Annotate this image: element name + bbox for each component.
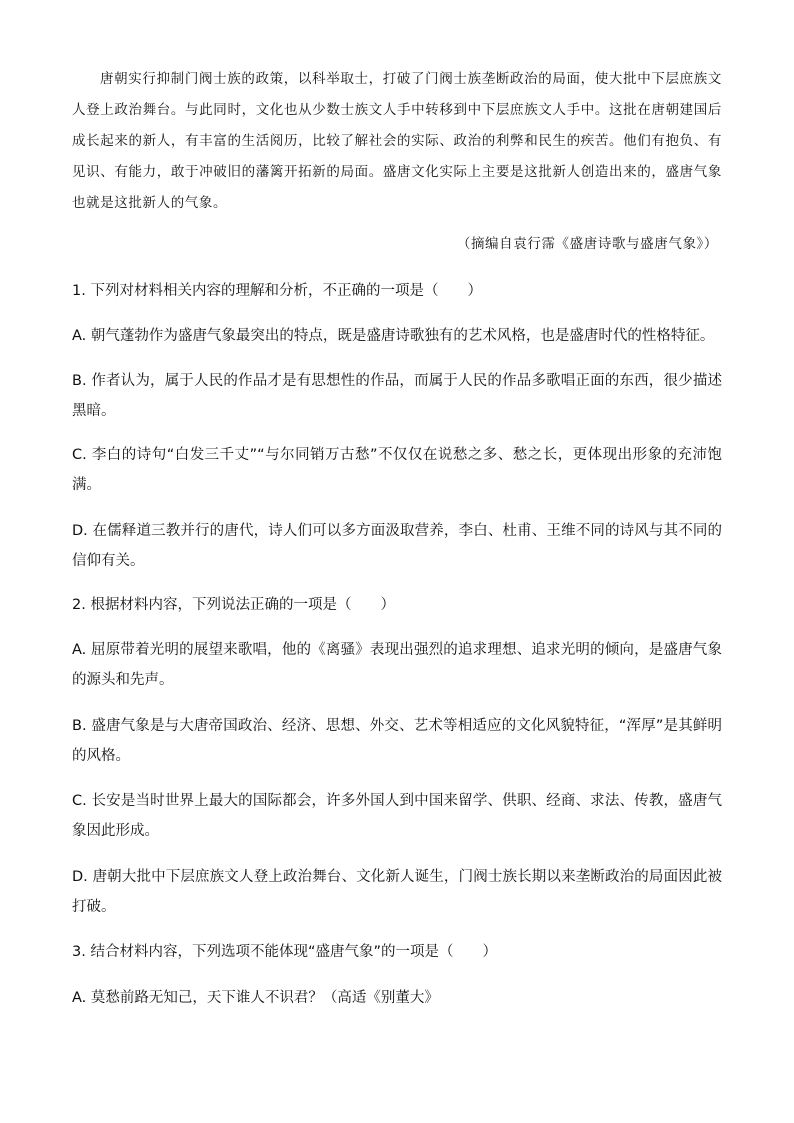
question-2-option-b: B. 盛唐气象是与大唐帝国政治、经济、思想、外交、艺术等相适应的文化风貌特征，“浑厚”是其鲜明的风格。 [72, 718, 722, 764]
question-1-option-b: B. 作者认为，属于人民的作品才是有思想性的作品，而属于人民的作品多歌唱正面的东西，很少描述黑暗。 [72, 373, 722, 419]
question-2-stem: 2. 根据材料内容，下列说法正确的一项是（ ） [72, 597, 395, 613]
passage-source-citation: （摘编自袁行霈《盛唐诗歌与盛唐气象》） [456, 236, 718, 252]
question-1-option-d: D. 在儒释道三教并行的唐代，诗人们可以多方面汲取营养，李白、杜甫、王维不同的诗风与其不同的信仰有关。 [72, 523, 722, 569]
question-1-option-a: A. 朝气蓬勃作为盛唐气象最突出的特点，既是盛唐诗歌独有的艺术风格，也是盛唐时代的性格特征。 [72, 328, 715, 344]
question-2-option-d: D. 唐朝大批中下层庶族文人登上政治舞台、文化新人诞生，门阀士族长期以来垄断政治的局面因此被打破。 [72, 869, 722, 915]
passage-paragraph: 唐朝实行抑制门阀士族的政策，以科举取士，打破了门阀士族垄断政治的局面，使大批中下层庶族文人登上政治舞台。与此同时，文化也从少数士族文人手中转移到中下层庶族文人手中。这批在唐朝建国后成长起来的新人，有丰富的生活阅历，比较了解社会的实际、政治的利弊和民生的疾苦。他们有抱负、有见识、有能力，敢于冲破旧的藩篱开拓新的局面。盛唐文化实际上主要是这批新人创造出来的，盛唐气象也就是这批新人的气象。 [72, 71, 722, 211]
question-3-option-a: A. 莫愁前路无知己，天下谁人不识君？（高适《别董大》 [72, 990, 439, 1006]
question-2-option-a: A. 屈原带着光明的展望来歌唱，他的《离骚》表现出强烈的追求理想、追求光明的倾向，是盛唐气象的源头和先声。 [72, 642, 722, 688]
question-1-stem: 1. 下列对材料相关内容的理解和分析，不正确的一项是（ ） [72, 283, 482, 299]
question-3-stem: 3. 结合材料内容，下列选项不能体现“盛唐气象”的一项是（ ） [72, 944, 497, 960]
question-2-option-c: C. 长安是当时世界上最大的国际都会，许多外国人到中国来留学、供职、经商、求法、传教，盛唐气象因此形成。 [72, 793, 722, 839]
question-1-option-c: C. 李白的诗句“白发三千丈”“与尔同销万古愁”不仅仅在说愁之多、愁之长，更体现出形象的充沛饱满。 [72, 447, 722, 493]
